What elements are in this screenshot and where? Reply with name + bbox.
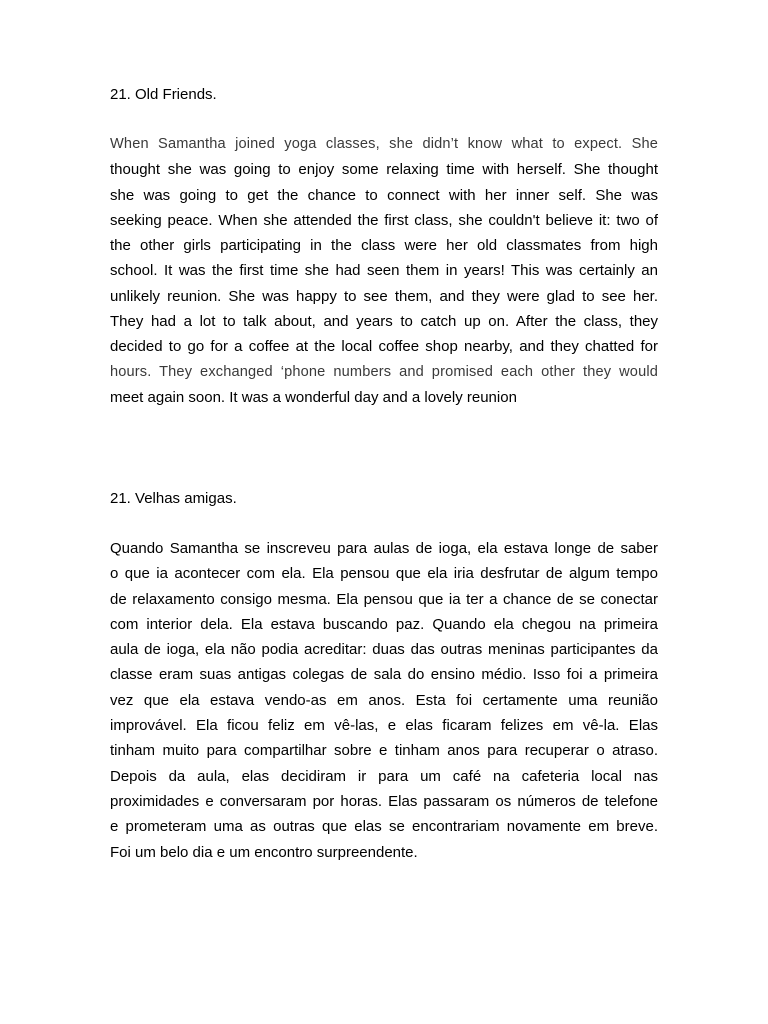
portuguese-line-8: improvável. Ela ficou feliz em vê-las, e elas ficaram felizes em vê-la. Elas <box>110 717 658 735</box>
english-line-1: When Samantha joined yoga classes, she didn’t know what to expect. She <box>110 136 658 152</box>
portuguese-line-2: o que ia acontecer com ela. Ela pensou que ela iria desfrutar de algum tempo <box>110 565 658 583</box>
english-line-3: she was going to get the chance to connect with her inner self. She was <box>110 186 658 204</box>
portuguese-line-4: com interior dela. Ela estava buscando paz. Quando ela chegou na primeira <box>110 615 658 633</box>
portuguese-line-1: Quando Samantha se inscreveu para aulas de ioga, ela estava longe de saber <box>110 540 658 557</box>
english-story-paragraph <box>110 132 658 410</box>
english-line-9: decided to go for a coffee at the local coffee shop nearby, and they chatted for <box>110 338 658 356</box>
english-line-2: thought she was going to enjoy some relaxing time with herself. She thought <box>110 161 658 179</box>
english-line-8: They had a lot to talk about, and years to catch up on. After the class, they <box>110 313 658 331</box>
portuguese-line-6: classe eram suas antigas colegas de sala do ensino médio. Isso foi a primeira <box>110 666 658 684</box>
portuguese-line-3: de relaxamento consigo mesma. Ela pensou que ia ter a chance de se conectar <box>110 590 658 608</box>
english-line-10: hours. They exchanged ‘phone numbers and promised each other they would <box>110 363 658 380</box>
portuguese-line-5: aula de ioga, ela não podia acreditar: duas das outras meninas participantes da <box>110 641 658 659</box>
portuguese-line-13: Foi um belo dia e um encontro surpreendente. <box>110 843 418 861</box>
english-line-11: meet again soon. It was a wonderful day and a lovely reunion <box>110 388 517 406</box>
portuguese-story-paragraph <box>110 536 658 865</box>
english-line-7: unlikely reunion. She was happy to see them, and they were glad to see her. <box>110 287 658 305</box>
portuguese-line-11: proximidades e conversaram por horas. Elas passaram os números de telefone <box>110 792 658 810</box>
english-story-title: 21. Old Friends. <box>110 86 217 103</box>
portuguese-line-12: e prometeram uma as outras que elas se encontrariam novamente em breve. <box>110 818 658 836</box>
portuguese-line-9: tinham muito para compartilhar sobre e tinham anos para recuperar o atraso. <box>110 742 658 760</box>
portuguese-line-7: vez que ela estava vendo-as em anos. Esta foi certamente uma reunião <box>110 691 658 709</box>
english-line-4: seeking peace. When she attended the first class, she couldn't believe it: two of <box>110 211 658 229</box>
portuguese-story-title: 21. Velhas amigas. <box>110 490 237 507</box>
english-line-5: the other girls participating in the class were her old classmates from high <box>110 237 658 255</box>
portuguese-line-10: Depois da aula, elas decidiram ir para um café na cafeteria local nas <box>110 767 658 785</box>
english-line-6: school. It was the first time she had seen them in years! This was certainly an <box>110 262 658 280</box>
